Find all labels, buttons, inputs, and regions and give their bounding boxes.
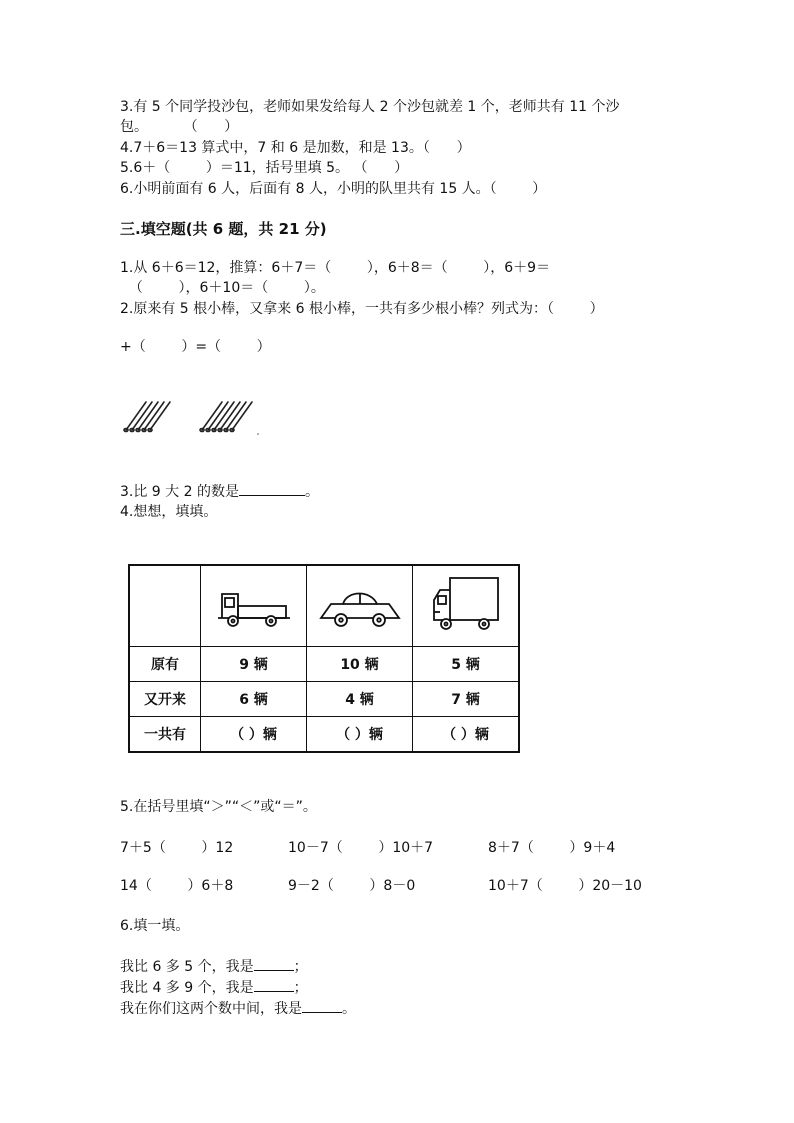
fill-question-4: 4.想想，填填。 (120, 504, 218, 520)
fill-question-2-formula: +（ ）=（ ） (120, 339, 271, 355)
judge-question-6: 6.小明前面有 6 人，后面有 8 人，小明的队里共有 15 人。（ ） (120, 181, 547, 197)
table-row (129, 682, 519, 717)
compare-item: 14（ ）6＋8 (120, 878, 234, 894)
judge-question-3-line2: 包。 （ ） (120, 119, 239, 135)
answer-blank[interactable] (254, 956, 294, 971)
van-cell (413, 565, 520, 647)
fill-question-3-end: 。 (304, 484, 319, 500)
compare-item: 10＋7（ ）20－10 (488, 878, 642, 894)
riddle-end: ； (293, 959, 308, 975)
judge-question-4: 4.7＋6＝13 算式中，7 和 6 是加数，和是 13。（ ） (120, 140, 471, 156)
fill-question-1-line2: （ ），6＋10＝（ ）。 (120, 280, 325, 296)
empty-corner-cell (129, 565, 201, 647)
riddle-line (120, 977, 308, 998)
row-label: 一共有 (129, 717, 201, 753)
fill-question-5: 5.在括号里填“＞”“＜”或“＝”。 (120, 799, 317, 815)
answer-cell[interactable]: （ ）辆 (307, 717, 413, 753)
answer-cell[interactable]: （ ）辆 (201, 717, 307, 753)
section-heading: 三.填空题(共 6 题，共 21 分) (120, 220, 327, 238)
compare-item: 8＋7（ ）9＋4 (488, 840, 616, 856)
fill-question-2-line1: 2.原来有 5 根小棒，又拿来 6 根小棒，一共有多少根小棒？列式为：（ ） (120, 301, 604, 317)
compare-item: 10－7（ ）10＋7 (288, 840, 434, 856)
riddle-end: ； (293, 980, 308, 996)
five-sticks-icon (124, 402, 170, 432)
table-cell: 5 辆 (413, 647, 520, 682)
car-icon (315, 574, 405, 634)
judge-question-3-line1: 3.有 5 个同学投沙包，老师如果发给每人 2 个沙包就差 1 个，老师共有 11 个沙 (120, 99, 620, 115)
six-sticks-icon (200, 402, 252, 432)
row-label: 又开来 (129, 682, 201, 717)
riddle-end: 。 (342, 1001, 356, 1017)
fill-question-1-line1: 1.从 6＋6＝12，推算：6＋7＝（ ），6＋8＝（ ），6＋9＝ (120, 260, 551, 276)
fill-question-3 (120, 481, 319, 502)
vehicle-icon-row (129, 565, 519, 647)
compare-item: 9－2（ ）8－0 (288, 878, 416, 894)
row-label: 原有 (129, 647, 201, 682)
table-cell: 10 辆 (307, 647, 413, 682)
table-cell: 6 辆 (201, 682, 307, 717)
table-row (129, 647, 519, 682)
riddle-line (120, 998, 356, 1019)
sticks-illustration (118, 396, 278, 442)
answer-blank[interactable] (254, 977, 294, 992)
riddle-text: 我比 4 多 9 个，我是 (120, 980, 254, 996)
table-row (129, 717, 519, 753)
truck-icon (214, 574, 294, 634)
car-cell (307, 565, 413, 647)
answer-blank[interactable] (302, 998, 342, 1013)
table-cell: 4 辆 (307, 682, 413, 717)
answer-cell[interactable]: （ ）辆 (413, 717, 520, 753)
riddle-line (120, 956, 308, 977)
judge-question-5: 5.6＋（ ）＝11，括号里填 5。 （ ） (120, 160, 409, 176)
fill-question-6: 6.填一填。 (120, 918, 190, 934)
riddle-text: 我比 6 多 5 个，我是 (120, 959, 254, 975)
table-cell: 7 辆 (413, 682, 520, 717)
answer-blank[interactable] (239, 481, 305, 496)
table-cell: 9 辆 (201, 647, 307, 682)
vehicle-table (128, 564, 520, 753)
van-icon (426, 572, 506, 636)
compare-item: 7＋5（ ）12 (120, 840, 234, 856)
truck-cell (201, 565, 307, 647)
fill-question-3-text: 3.比 9 大 2 的数是 (120, 484, 239, 500)
riddle-text: 我在你们这两个数中间，我是 (120, 1001, 302, 1017)
